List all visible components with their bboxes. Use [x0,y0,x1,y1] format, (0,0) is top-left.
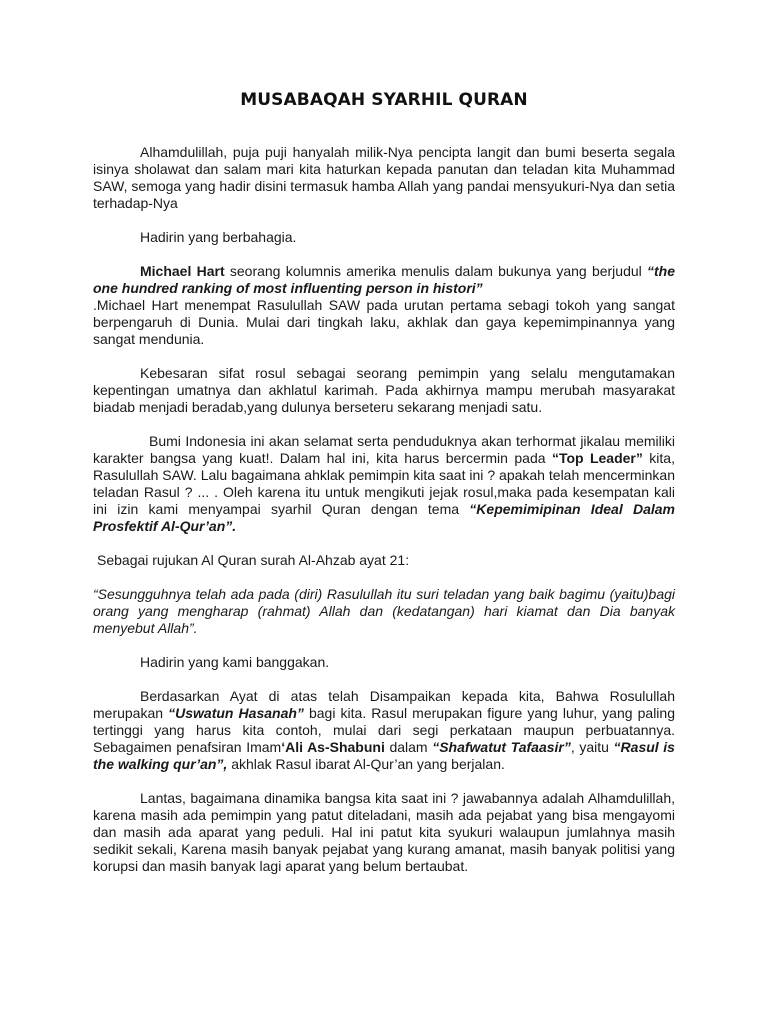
paragraph-opening: Alhamdulillah, puja puji hanyalah milik-Nya pencipta langit dan bumi beserta segala isinya sholawat dan salam mari kita haturkan kepada panutan dan teladan kita Muhammad SAW, semoga yang hadir disini termasuk hamba Allah yang pandai mensyukuri-Nya dan setia terhadap-Nya [93,144,675,211]
document-title: MUSABAQAH SYARHIL QURAN [240,90,528,110]
paragraph-greeting-2: Hadirin yang kami banggakan. [140,654,330,670]
text-segment: .Michael Hart menempat Rasulullah SAW pada urutan pertama sebagi tokoh yang sangat berpengaruh di Dunia. Mulai dari tingkah laku, akhlak dan gaya kepemimpinannya yang sangat mendunia. [93,297,675,347]
paragraph-uswatun [93,688,675,773]
paragraph-bumi-indonesia [93,433,675,535]
text-segment: seorang kolumnis amerika menulis dalam bukunya yang berjudul [224,263,648,279]
paragraph-rujukan: Sebagai rujukan Al Quran surah Al-Ahzab ayat 21: [97,552,410,568]
text-segment: Berdasarkan Ayat di atas telah Disampaikan kepada kita, Bahwa Rosulullah merupakan [93,688,675,721]
bold-name: ‘Ali As-Shabuni [281,739,385,755]
theme-title: “Kepemimipinan Ideal Dalam Prosfektif Al-Qur’an”. [93,501,675,534]
paragraph-quran-quote: “Sesungguhnya telah ada pada (diri) Rasulullah itu suri teladan yang baik bagimu (yaitu)bagi orang yang mengharap (rahmat) Allah dan (kedatangan) hari kiamat dan Dia banyak menyebut Allah”. [93,586,675,636]
text-segment: kita, Rasulullah SAW. Lalu bagaimana ahklak pemimpin kita saat ini ? apakah telah mencerminkan teladan Rasul ? ... . Oleh karena itu untuk mengikuti jejak rosul,maka pada kesempatan kali ini izin kami menyampai syarhil Quran dengan tema [93,450,675,517]
paragraph-lantas: Lantas, bagaimana dinamika bangsa kita saat ini ? jawabannya adalah Alhamdulillah, karena masih ada pemimpin yang patut diteladani, masih ada pejabat yang bisa mengayomi dan masih ada aparat yang peduli. Hal ini patut kita syukuri walaupun jumlahnya masih sedikit sekali, Karena masih banyak pejabat yang kurang amanat, masih banyak politisi yang korupsi dan masih banyak lagi aparat yang belum bertaubat. [93,790,675,874]
bold-phrase: “Uswatun Hasanah” [168,705,304,721]
book-title-quote: “the one hundred ranking of most influenting person in histori” [93,263,676,296]
text-segment: , yaitu [570,739,614,755]
text-segment: akhlak Rasul ibarat Al-Qur’an yang berjalan. [227,756,505,772]
bold-phrase: “Shafwatut Tafaasir” [432,739,571,755]
bold-phrase: “Top Leader” [551,450,643,466]
text-segment: bagi kita. Rasul merupakan figure yang luhur, yang paling tertinggi yang harus kita contoh, mulai dari segi perkataan maupun perbuatannya. Sebagaimen penafsiran Imam [93,705,675,755]
paragraph-michael-hart [93,263,675,348]
bold-phrase: “Rasul is the walking qur’an”, [93,739,675,772]
document-body [93,144,675,875]
bold-name: Michael Hart [140,263,225,279]
paragraph-kebesaran: Kebesaran sifat rosul sebagai seorang pemimpin yang selalu mengutamakan kepentingan umatnya dan akhlatul karimah. Pada akhirnya mampu merubah masyarakat biadab menjadi beradab,yang dulunya berseteru sekarang menjadi satu. [93,365,675,415]
text-segment: Bumi Indonesia ini akan selamat serta penduduknya akan terhormat jikalau memiliki karakter bangsa yang kuat!. Dalam hal ini, kita harus bercermin pada [93,433,675,466]
paragraph-greeting-1: Hadirin yang berbahagia. [140,229,297,245]
text-segment: dalam [384,739,433,755]
